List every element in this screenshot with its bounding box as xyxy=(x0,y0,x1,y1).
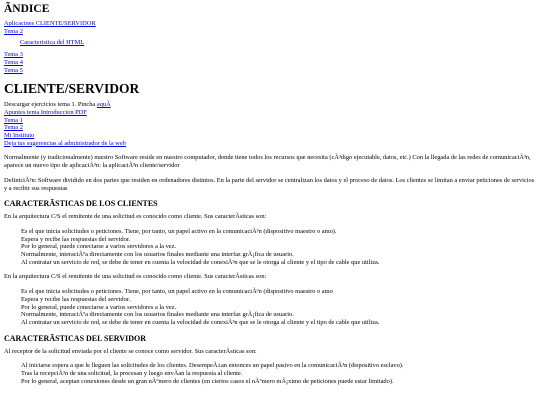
list-item: Por lo general, puede conectarse a varios servidores a la vez. xyxy=(21,303,177,311)
link-tema-3[interactable]: Tema 3 xyxy=(4,51,23,59)
server-list xyxy=(21,362,536,385)
intro-paragraph: Normalmente (y tradicionalmente) nuestro Software reside en nuestro computador, donde tiene todos los recursos que necesita (cÃ³digo ejecutable, datos, etc.) Con la llegada de las redes de comunicaciÃ³n, aparece un nuevo tipo de aplicaciÃ³n: la aplicaciÃ³n cliente/servidor xyxy=(4,154,531,170)
list-item: Espera y recibe las respuestas del servidor. xyxy=(21,295,131,303)
list-item: Es el que inicia solicitudes o peticiones. Tiene, por tanto, un papel activo en la comunicaciÃ³n (dispositivo maestro o amo). xyxy=(21,227,337,235)
clients-list-2 xyxy=(21,288,536,327)
server-heading: CARACTERÃSTICAS DEL SERVIDOR xyxy=(4,333,146,343)
link-tema-4[interactable]: Tema 4 xyxy=(4,58,23,66)
link-caracteristica-html[interactable]: Caracteristica del HTML xyxy=(20,39,85,47)
index-sub-links xyxy=(20,39,536,47)
main-links xyxy=(4,109,536,148)
list-item: Al contratar un servicio de red, se debe de tener en cuenta la velocidad de conexiÃ³n que se le otorga al cliente y el tipo de cable que utiliza. xyxy=(21,318,380,326)
list-item: Normalmente, interactÃºa directamente con los usuarios finales mediante una interfaz grÃ¡fica de usuario. xyxy=(21,251,294,259)
link-tema-1[interactable]: Tema 1 xyxy=(4,116,23,124)
clients-list-1 xyxy=(21,228,536,267)
definition-paragraph: DefiniciÃ³n: Software dividido en dos partes que residen en ordenadores distintos. En la parte del servidor se centralizan los datos y el proceso de datos. Los clientes se limitan a enviar peticiones de servicios y a recibir sus respuestas xyxy=(4,176,535,192)
download-line xyxy=(4,101,536,109)
index-links xyxy=(4,20,536,35)
link-aplicaciones[interactable]: Aplicacines CLIENTE/SERVIDOR xyxy=(4,20,96,27)
list-item: Por lo general, puede conectarse a varios servidores a la vez. xyxy=(21,243,177,251)
list-item: Por lo general, aceptan conexiones desde un gran nÃºmero de clientes (en ciertos casos el nÃºmero mÃ¡ximo de peticiones puede estar limitado). xyxy=(21,377,394,385)
index-links-2 xyxy=(4,51,536,74)
link-tema-2[interactable]: Tema 2 xyxy=(4,27,23,35)
list-item: Normalmente, interactÃºa directamente con los usuarios finales mediante una interfaz grÃ¡fica de usuario. xyxy=(21,311,294,319)
link-mi-instituto[interactable]: Mi Instituto xyxy=(4,132,35,140)
clients-intro-2: En la arquitectura C/S el remitente de una solicitud es conocido como cliente. Sus caracterÃsticas son: xyxy=(4,273,267,281)
list-item: Tras la recepciÃ³n de una solicitud, la procesan y luego envÃan la respuesta al cliente. xyxy=(21,370,243,378)
clients-heading: CARACTERÃSTICAS DE LOS CLIENTES xyxy=(4,199,158,209)
clients-intro-1: En la arquitectura C/S el remitente de una solicitud es conocido como cliente. Sus caracterÃsticas son: xyxy=(4,213,267,221)
link-sugerencias[interactable]: Deja tus sugerencias al administrador de la web xyxy=(4,139,126,147)
list-item: Espera y recibe las respuestas del servidor. xyxy=(21,235,131,243)
link-tema-2-b[interactable]: Tema 2 xyxy=(4,124,23,132)
link-apuntes-pdf[interactable]: Apuntes tema Introduccion PDF xyxy=(4,108,87,116)
server-intro: Al receptor de la solicitud enviada por el cliente se conoce como servidor. Sus caracterÃsticas son: xyxy=(4,347,257,355)
list-item: Al iniciarse espera a que le lleguen las solicitudes de los clientes. DesempeÃ±an entonces un papel pasivo en la comunicaciÃ³n (dispositivo esclavo). xyxy=(21,362,404,370)
index-title: ÃNDICE xyxy=(4,3,50,15)
list-item: Es el que inicia solicitudes o peticiones. Tiene, por tanto, un papel activo en la comunicaciÃ³n (dispositivo maestro o amo xyxy=(21,288,333,296)
list-item: Al contratar un servicio de red, se debe de tener en cuenta la velocidad de conexiÃ³n que se le otorga al cliente y el tipo de cable que utiliza. xyxy=(21,258,380,266)
link-tema-5[interactable]: Tema 5 xyxy=(4,66,23,74)
download-text: Descargar ejercicios tema 1. Pincha xyxy=(4,101,97,109)
download-link[interactable]: aquÃ xyxy=(96,101,111,109)
page-title: CLIENTE/SERVIDOR xyxy=(4,81,140,97)
